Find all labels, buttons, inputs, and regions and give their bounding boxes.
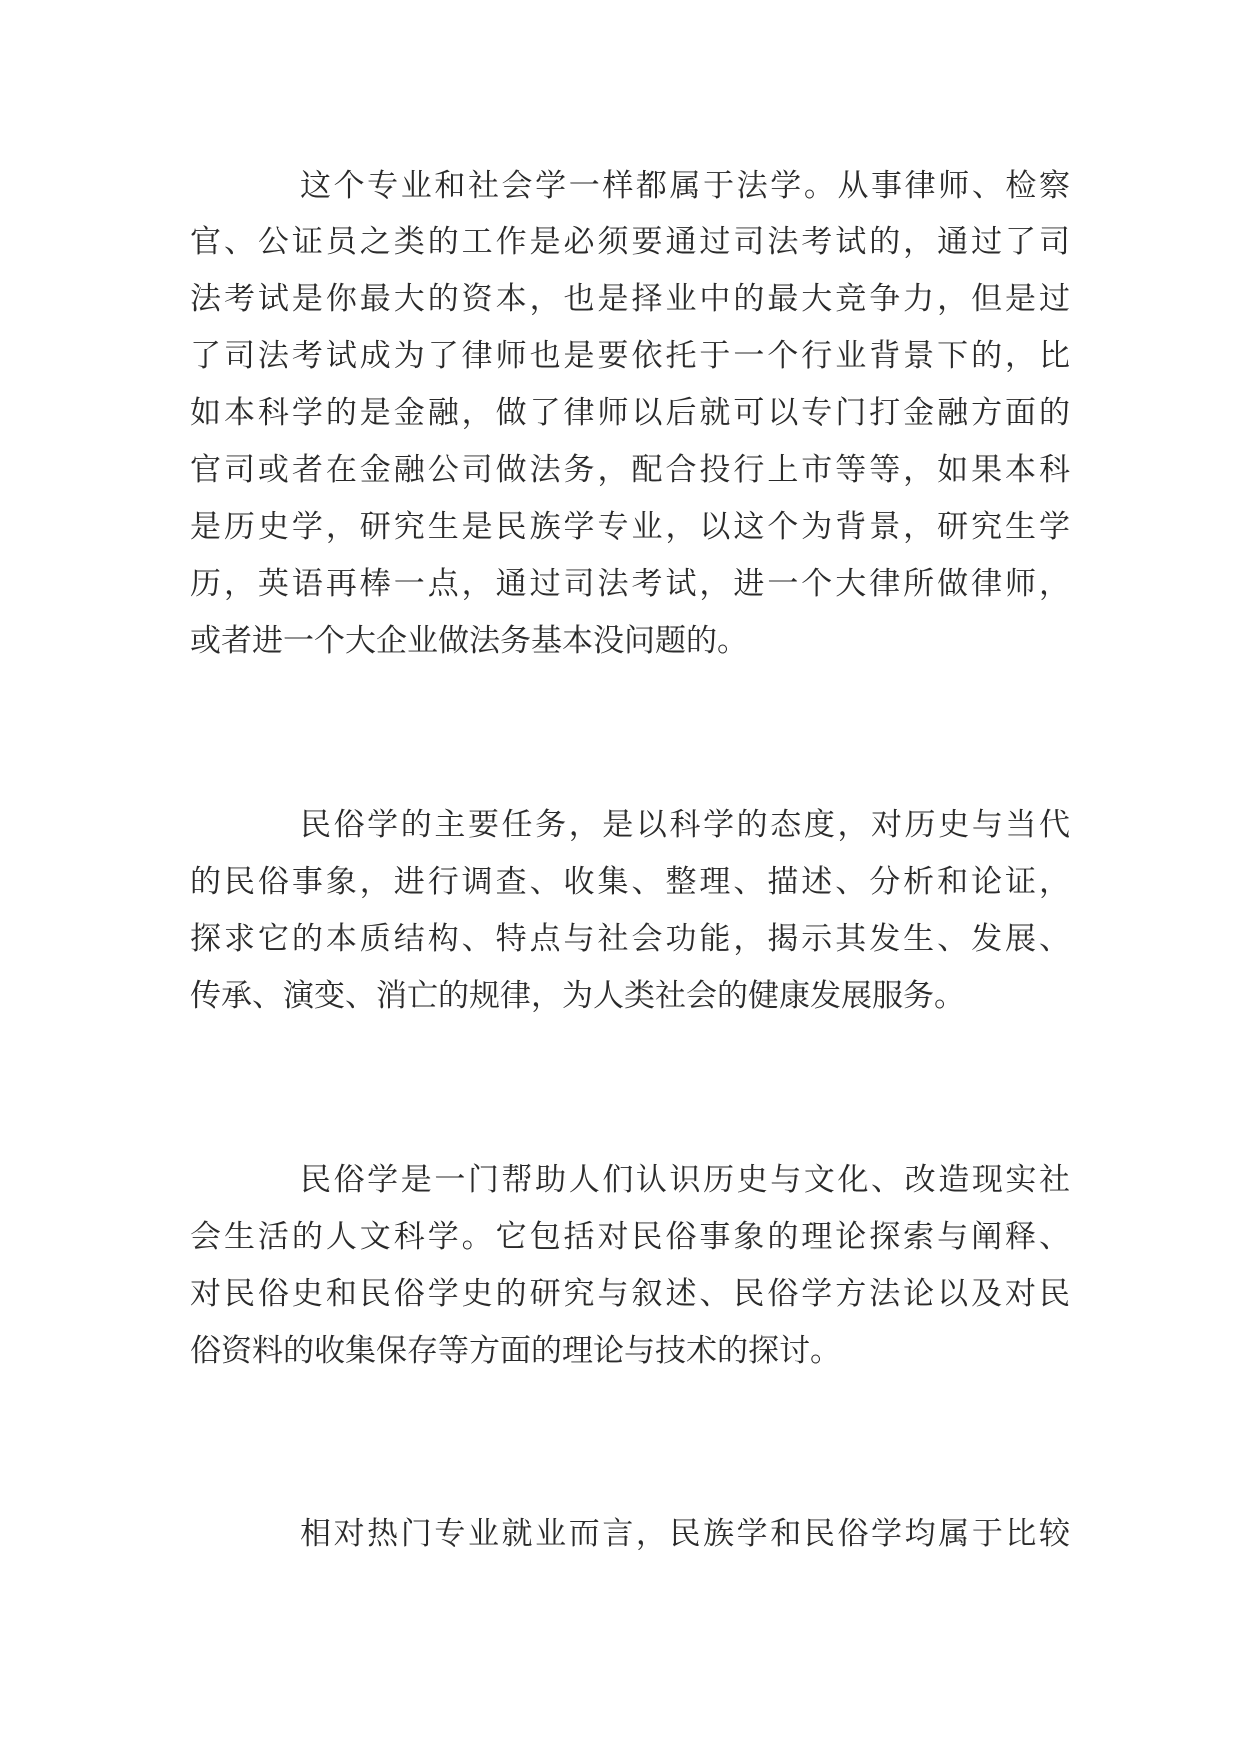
paragraph-line: 或者进一个大企业做法务基本没问题的。 bbox=[190, 623, 748, 659]
paragraph-line: 相对热门专业就业而言，民族学和民俗学均属于比较 bbox=[300, 1516, 1070, 1552]
paragraph-line: 俗资料的收集保存等方面的理论与技术的探讨。 bbox=[190, 1333, 841, 1369]
paragraph-line: 官、公证员之类的工作是必须要通过司法考试的，通过了司 bbox=[190, 224, 1070, 260]
paragraph-line: 了司法考试成为了律师也是要依托于一个行业背景下的，比 bbox=[190, 338, 1070, 374]
paragraph-line: 民俗学是一门帮助人们认识历史与文化、改造现实社 bbox=[300, 1162, 1070, 1198]
paragraph-line: 法考试是你最大的资本，也是择业中的最大竞争力，但是过 bbox=[190, 281, 1070, 317]
paragraph-line: 官司或者在金融公司做法务，配合投行上市等等，如果本科 bbox=[190, 452, 1070, 488]
paragraph-line: 这个专业和社会学一样都属于法学。从事律师、检察 bbox=[300, 168, 1070, 204]
paragraph-line: 民俗学的主要任务，是以科学的态度，对历史与当代 bbox=[300, 807, 1070, 843]
paragraph-line: 会生活的人文科学。它包括对民俗事象的理论探索与阐释、 bbox=[190, 1219, 1070, 1255]
paragraph-line: 探求它的本质结构、特点与社会功能，揭示其发生、发展、 bbox=[190, 921, 1070, 957]
paragraph-line: 的民俗事象，进行调查、收集、整理、描述、分析和论证， bbox=[190, 864, 1070, 900]
paragraph-line: 历，英语再棒一点，通过司法考试，进一个大律所做律师， bbox=[190, 566, 1070, 602]
paragraph-line: 是历史学，研究生是民族学专业，以这个为背景，研究生学 bbox=[190, 509, 1070, 545]
paragraph-line: 如本科学的是金融，做了律师以后就可以专门打金融方面的 bbox=[190, 395, 1070, 431]
paragraph-line: 对民俗史和民俗学史的研究与叙述、民俗学方法论以及对民 bbox=[190, 1276, 1070, 1312]
paragraph-line: 传承、演变、消亡的规律，为人类社会的健康发展服务。 bbox=[190, 978, 965, 1014]
